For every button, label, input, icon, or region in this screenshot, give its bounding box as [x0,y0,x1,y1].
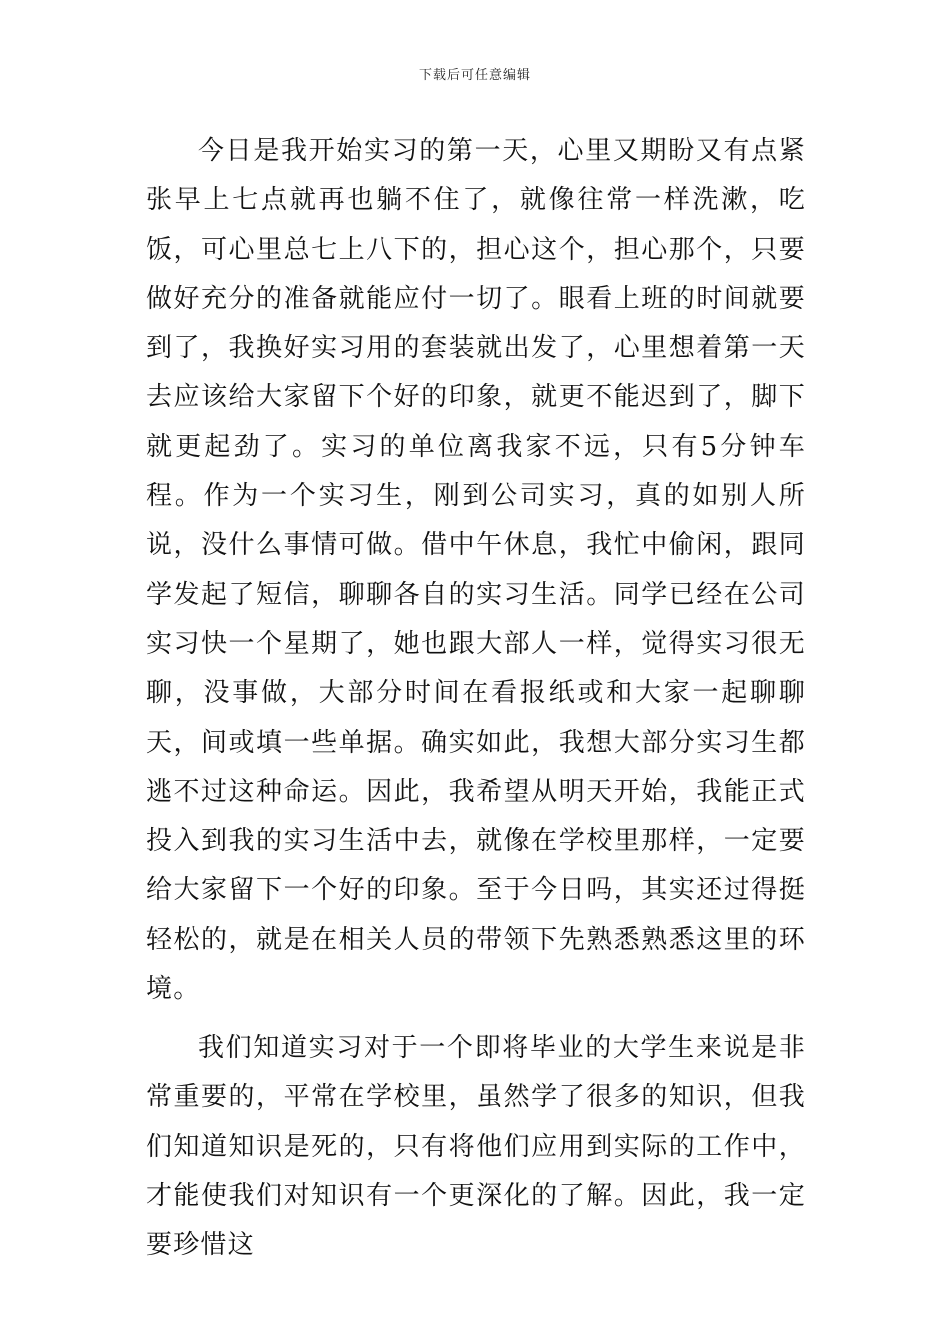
paragraph-block-2 [146,1024,806,1270]
paragraph-2: 我们知道实习对于一个即将毕业的大学生来说是非常重要的，平常在学校里，虽然学了很多的知识，但我们知道知识是死的，只有将他们应用到实际的工作中，才能使我们对知识有一个更深化的了解。因此，我一定要珍惜这 [146,1033,806,1261]
paragraph-1: 今日是我开始实习的第一天，心里又期盼又有点紧张早上七点就再也躺不住了，就像往常一样洗漱，吃饭，可心里总七上八下的，担心这个，担心那个，只要做好充分的准备就能应付一切了。眼看上班的时间就要到了，我换好实习用的套装就出发了，心里想着第一天去应该给大家留下个好的印象，就更不能迟到了，脚下就更起劲了。实习的单位离我家不远，只有5分钟车程。作为一个实习生，刚到公司实习，真的如别人所说，没什么事情可做。借中午休息，我忙中偷闲，跟同学发起了短信，聊聊各自的实习生活。同学已经在公司实习快一个星期了，她也跟大部人一样，觉得实习很无聊，没事做，大部分时间在看报纸或和大家一起聊聊天，间或填一些单据。确实如此，我想大部分实习生都逃不过这种命运。因此，我希望从明天开始，我能正式投入到我的实习生活中去，就像在学校里那样，一定要给大家留下一个好的印象。至于今日吗，其实还过得挺轻松的，就是在相关人员的带领下先熟悉熟悉这里的环境。 [146,136,806,1005]
header-note: 下载后可任意编辑 [418,68,531,83]
paragraph-block-1 [146,127,806,1014]
